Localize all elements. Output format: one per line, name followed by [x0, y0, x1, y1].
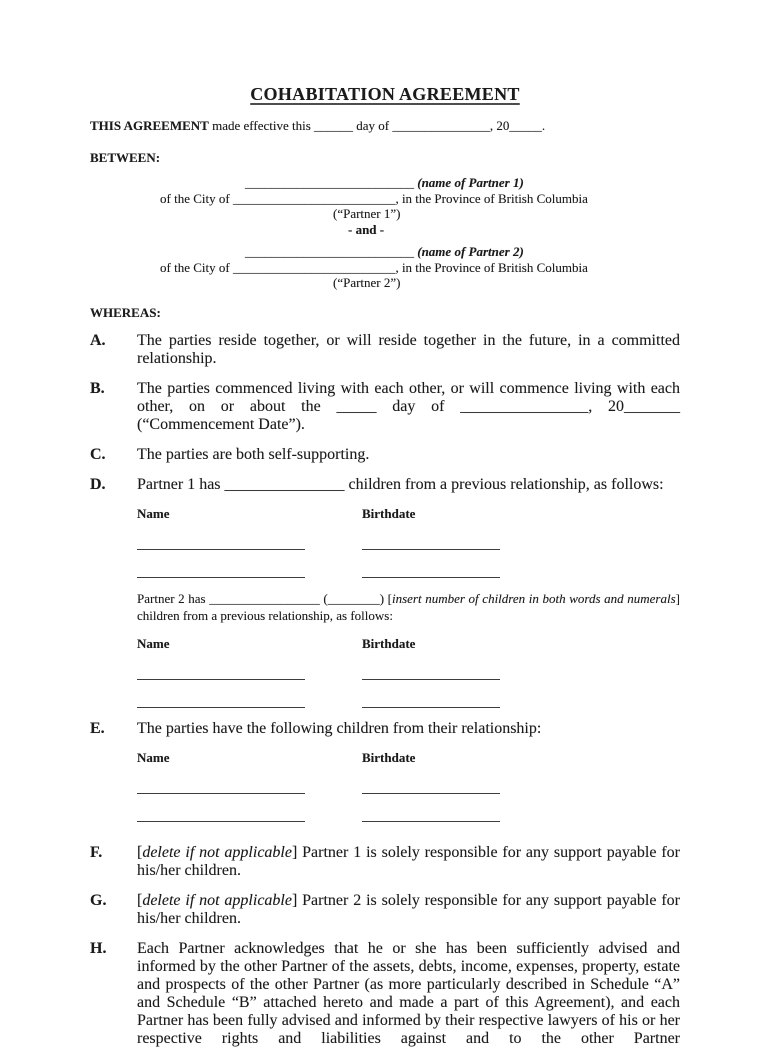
recital-g-instruction: delete if not applicable [142, 891, 292, 909]
partner2-name-caption: (name of Partner 2) [414, 244, 524, 259]
recital-f-instruction: delete if not applicable [142, 843, 292, 861]
whereas-label: WHEREAS: [90, 304, 161, 320]
child-birthdate-blank-field [362, 548, 500, 550]
partner2-children-instruction: insert number of children in both words and numerals [391, 590, 676, 606]
opening-lead: THIS AGREEMENT [90, 118, 209, 133]
recital-b [90, 380, 680, 434]
between-label: BETWEEN: [90, 150, 161, 165]
children-blank-row [137, 766, 680, 794]
partner2-alias: (“Partner 2”) [333, 275, 401, 290]
child-name-blank-field [137, 820, 305, 822]
partner2-children-prefix: Partner 2 has _________________ (________) [ [137, 590, 392, 606]
recital-h-text: Each Partner acknowledges that he or she has been sufficiently advised and informed by the other Partner of the assets, debts, income, expenses, property, estate and prospects of the other Partner (as more particularly described in Schedule “A” and Schedule “B” attached hereto and made a part of this Agreement), and each Partner has been fully advised and informed by their respective lawyers of his or her respective rights and liabilities against and to the other Partner [137, 939, 680, 1047]
child-birthdate-blank-field [362, 820, 500, 822]
recital-c [90, 446, 680, 464]
children-table-header [137, 750, 680, 766]
child-name-blank-field [137, 792, 305, 794]
children-blank-row [137, 652, 680, 680]
recital-e-label: E. [90, 719, 105, 737]
children-blank-row [137, 680, 680, 708]
child-name-blank-field [137, 548, 305, 550]
spacer [90, 834, 680, 844]
partner1-name-caption: (name of Partner 1) [414, 175, 524, 190]
recital-a-label: A. [90, 331, 106, 349]
recital-d-label: D. [90, 475, 106, 493]
recital-e [90, 720, 680, 738]
birthdate-column-header: Birthdate [362, 749, 416, 765]
child-birthdate-blank-field [362, 792, 500, 794]
opening-rest: made effective this ______ day of _______________, 20_____. [208, 118, 546, 133]
recital-h-label: H. [90, 939, 107, 957]
children-blank-row [137, 550, 680, 578]
child-birthdate-blank-field [362, 706, 500, 708]
recital-g [90, 892, 680, 928]
partner2-city-blank-field: _________________________ [232, 259, 396, 275]
partner1-city-blank-field: _________________________ [232, 190, 396, 206]
recital-f-main-text: ] Partner 1 is solely responsible for any support payable for his/her children. [137, 843, 680, 879]
recital-b-label: B. [90, 379, 105, 397]
name-column-header: Name [137, 635, 170, 651]
partner1-city-prefix: of the City of [160, 190, 233, 206]
relationship-children-table [137, 750, 680, 822]
child-name-blank-field [137, 576, 305, 578]
recital-f-label: F. [90, 843, 103, 861]
recital-b-text: The parties commenced living with each other, or will commence living with each other, on or about the _____ day of ________________, 20_______ (“Commencement Date”). [137, 379, 680, 433]
partner1-province-text: , in the Province of British Columbia [395, 190, 588, 206]
recital-c-text: The parties are both self-supporting. [137, 445, 370, 463]
partner1-city-line [160, 191, 680, 207]
page-title: COHABITATION AGREEMENT [250, 84, 520, 104]
partner2-children-table [137, 636, 680, 708]
birthdate-column-header: Birthdate [362, 635, 416, 651]
child-name-blank-field [137, 678, 305, 680]
recital-g-bracket: [ [137, 891, 143, 909]
child-birthdate-blank-field [362, 678, 500, 680]
partner1-name-line [245, 175, 680, 191]
children-blank-row [137, 522, 680, 550]
birthdate-column-header: Birthdate [362, 505, 416, 521]
children-table-header [137, 636, 680, 652]
partner2-city-prefix: of the City of [160, 259, 233, 275]
recital-a-text: The parties reside together, or will reside together in the future, in a committed relationship. [137, 331, 680, 367]
name-column-header: Name [137, 505, 170, 521]
partner2-block [90, 244, 680, 291]
partner2-name-blank-field: __________________________ [245, 244, 414, 259]
children-blank-row [137, 794, 680, 822]
partner1-name-blank-field: __________________________ [245, 175, 414, 190]
recital-f-text [137, 844, 680, 880]
recital-g-main-text: ] Partner 2 is solely responsible for any support payable for his/her children. [137, 891, 680, 927]
child-birthdate-blank-field [362, 576, 500, 578]
recital-g-text [137, 892, 680, 928]
and-separator: - and - [348, 221, 385, 237]
recital-e-text: The parties have the following children from their relationship: [137, 719, 542, 737]
partner2-children-suffix: ] children from a previous relationship, as follows: [137, 590, 681, 623]
name-column-header: Name [137, 749, 170, 765]
partner2-city-line [160, 260, 680, 276]
partner1-alias: (“Partner 1”) [333, 206, 401, 221]
recital-c-label: C. [90, 445, 106, 463]
recital-f [90, 844, 680, 880]
recital-d-text: Partner 1 has _______________ children from a previous relationship, as follows: [137, 475, 664, 493]
recital-d [90, 476, 680, 494]
recital-f-bracket: [ [137, 843, 143, 861]
child-name-blank-field [137, 706, 305, 708]
partner2-children-clause [137, 590, 680, 624]
partner2-province-text: , in the Province of British Columbia [395, 259, 588, 275]
recital-a [90, 332, 680, 368]
opening-clause [90, 117, 680, 134]
partner2-name-line [245, 244, 680, 260]
partner1-children-table [137, 506, 680, 578]
partner1-block [90, 175, 680, 237]
children-table-header [137, 506, 680, 522]
recital-g-label: G. [90, 891, 107, 909]
